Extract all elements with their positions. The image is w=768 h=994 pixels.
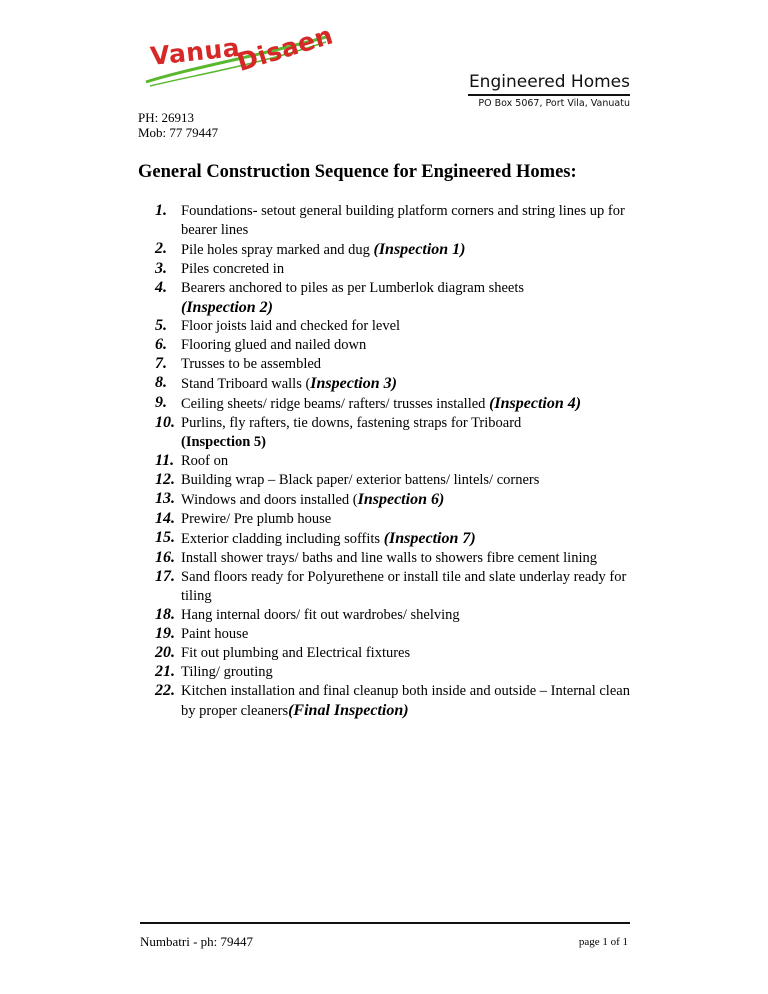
step-text: Flooring glued and nailed down: [181, 337, 367, 353]
step-text: Hang internal doors/ fit out wardrobes/ shelving: [181, 607, 460, 623]
step-14: [155, 510, 635, 529]
step-text: Trusses to be assembled: [181, 356, 322, 372]
inspection-marker: (Inspection 1): [373, 241, 466, 258]
step-number: 9.: [155, 394, 167, 411]
step-text: Roof on: [181, 453, 229, 469]
inspection-marker: (Inspection 5): [181, 434, 266, 450]
header-rule: [468, 94, 630, 96]
inspection-marker: Inspection 6): [357, 491, 445, 508]
step-22: [155, 682, 635, 721]
step-4: [155, 279, 635, 317]
step-12: [155, 471, 635, 490]
construction-steps-list: [155, 202, 635, 721]
step-19: [155, 625, 635, 644]
step-number: 20.: [155, 644, 175, 661]
step-number: 15.: [155, 529, 175, 546]
inspection-marker: (Final Inspection): [288, 702, 409, 719]
inspection-marker: (Inspection 7): [383, 530, 476, 547]
step-text: Pile holes spray marked and dug: [181, 242, 374, 258]
step-text: Sand floors ready for Polyurethene or install tile and slate underlay ready for tiling: [181, 569, 627, 604]
step-20: [155, 644, 635, 663]
mobile-number: Mob: 77 79447: [138, 125, 219, 140]
step-17: [155, 568, 635, 606]
step-number: 22.: [155, 682, 175, 699]
step-number: 2.: [155, 240, 167, 257]
step-text: Piles concreted in: [181, 261, 285, 277]
logo-word-vanua: Vanua: [148, 32, 242, 71]
inspection-marker: Inspection 3): [310, 375, 397, 392]
step-number: 18.: [155, 606, 175, 623]
step-text: Exterior cladding including soffits: [181, 531, 384, 547]
step-9: [155, 394, 635, 414]
step-text: Foundations- setout general building platform corners and string lines up for bearer lines: [181, 203, 625, 238]
step-text: Fit out plumbing and Electrical fixtures: [181, 645, 411, 661]
step-text: Prewire/ Pre plumb house: [181, 511, 332, 527]
company-logo: [140, 20, 340, 90]
step-text: Install shower trays/ baths and line walls to showers fibre cement lining: [181, 550, 597, 566]
page-title: General Construction Sequence for Engineered Homes:: [138, 162, 577, 182]
step-8: [155, 374, 635, 394]
step-number: 5.: [155, 317, 167, 334]
postal-address: PO Box 5067, Port Vila, Vanuatu: [478, 98, 630, 109]
step-10: [155, 414, 635, 452]
step-text: Purlins, fly rafters, tie downs, fastening straps for Triboard: [181, 415, 522, 431]
step-16: [155, 549, 635, 568]
step-number: 1.: [155, 202, 167, 219]
step-1: [155, 202, 635, 240]
step-15: [155, 529, 635, 549]
step-number: 19.: [155, 625, 175, 642]
step-text: Bearers anchored to piles as per Lumberlok diagram sheets: [181, 280, 525, 296]
step-number: 14.: [155, 510, 175, 527]
step-text: Floor joists laid and checked for level: [181, 318, 401, 334]
brand-name: Engineered Homes: [468, 72, 630, 92]
step-3: [155, 260, 635, 279]
step-text: Windows and doors installed (: [181, 492, 358, 508]
inspection-marker: (Inspection 4): [489, 395, 582, 412]
step-number: 10.: [155, 414, 175, 431]
step-number: 21.: [155, 663, 175, 680]
inspection-marker: (Inspection 2): [181, 299, 273, 316]
step-number: 7.: [155, 355, 167, 372]
step-number: 4.: [155, 279, 167, 296]
step-text: Ceiling sheets/ ridge beams/ rafters/ trusses installed: [181, 396, 490, 412]
step-21: [155, 663, 635, 682]
page-number: page 1 of 1: [578, 936, 628, 948]
step-2: [155, 240, 635, 260]
step-11: [155, 452, 635, 471]
step-13: [155, 490, 635, 510]
phone-number: PH: 26913: [138, 110, 194, 125]
step-7: [155, 355, 635, 374]
step-18: [155, 606, 635, 625]
step-5: [155, 317, 635, 336]
step-number: 16.: [155, 549, 175, 566]
step-text: Paint house: [181, 626, 249, 642]
step-number: 17.: [155, 568, 175, 585]
logo-word-disaen: Disaen: [233, 20, 337, 77]
footer-contact: Numbatri - ph: 79447: [140, 934, 254, 949]
step-number: 8.: [155, 374, 167, 391]
step-text: Stand Triboard walls (: [181, 376, 311, 392]
contact-block: [138, 110, 218, 140]
step-text: Building wrap – Black paper/ exterior battens/ lintels/ corners: [181, 472, 540, 488]
footer-rule: [140, 922, 630, 924]
step-number: 3.: [155, 260, 167, 277]
step-number: 6.: [155, 336, 167, 353]
step-number: 12.: [155, 471, 175, 488]
step-6: [155, 336, 635, 355]
step-text: Tiling/ grouting: [181, 664, 273, 680]
step-text: Kitchen installation and final cleanup both inside and outside – Internal clean by proper cleaners: [181, 683, 630, 719]
step-number: 13.: [155, 490, 175, 507]
step-number: 11.: [155, 452, 175, 469]
